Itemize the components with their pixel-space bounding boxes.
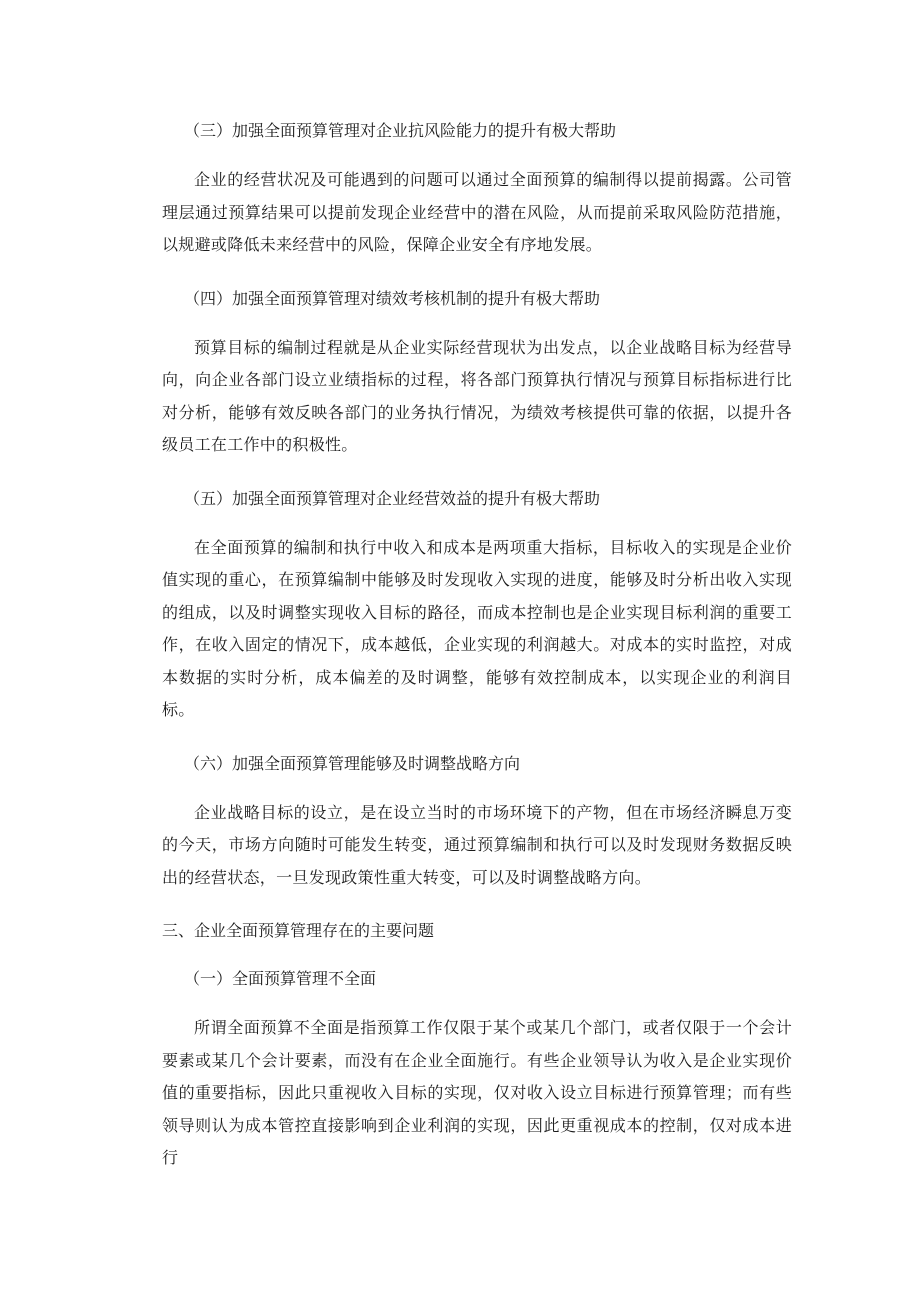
section-paragraph-3: 企业的经营状况及可能遇到的问题可以通过全面预算的编制得以提前揭露。公司管理层通过预算结果可以提前发现企业经营中的潜在风险，从而提前采取风险防范措施，以规避或降低未来经营中的风险，保障企业安全有序地发展。 bbox=[162, 170, 792, 254]
section-paragraph-6: 企业战略目标的设立，是在设立当时的市场环境下的产物，但在市场经济瞬息万变的今天，市场方向随时可能发生转变，通过预算编制和执行可以及时发现财务数据反映出的经营状态，一旦发现政策性重大转变，可以及时调整战略方向。 bbox=[162, 802, 792, 887]
document-body bbox=[162, 116, 792, 1197]
section-heading-5: （五）加强全面预算管理对企业经营效益的提升有极大帮助 bbox=[184, 488, 601, 508]
subsection-paragraph-1: 所谓全面预算不全面是指预算工作仅限于某个或某几个部门，或者仅限于一个会计要素或某几个会计要素，而没有在企业全面施行。有些企业领导认为收入是企业实现价值的重要指标，因此只重视收入目标的实现，仅对收入设立目标进行预算管理；而有些领导则认为成本管控直接影响到企业利润的实现，因此更重视成本的控制，仅对成本进行 bbox=[162, 1018, 792, 1167]
section-heading-3: （三）加强全面预算管理对企业抗风险能力的提升有极大帮助 bbox=[184, 121, 617, 140]
section-heading-6: （六）加强全面预算管理能够及时调整战略方向 bbox=[184, 753, 521, 773]
section-paragraph-5: 在全面预算的编制和执行中收入和成本是两项重大指标，目标收入的实现是企业价值实现的重心，在预算编制中能够及时发现收入实现的进度，能够及时分析出收入实现的组成，以及时调整实现收入目标的路径，而成本控制也是企业实现目标利润的重要工作，在收入固定的情况下，成本越低，企业实现的利润越大。对成本的实时监控，对成本数据的实时分析，成本偏差的及时调整，能够有效控制成本，以实现企业的利润目标。 bbox=[162, 537, 792, 719]
chapter-heading: 三、企业全面预算管理存在的主要问题 bbox=[162, 921, 435, 940]
subsection-heading-1: （一）全面预算管理不全面 bbox=[184, 969, 377, 988]
section-paragraph-4: 预算目标的编制过程就是从企业实际经营现状为出发点，以企业战略目标为经营导向，向企业各部门设立业绩指标的过程，将各部门预算执行情况与预算目标指标进行比对分析，能够有效反映各部门的业务执行情况，为绩效考核提供可靠的依据，以提升各级员工在工作中的积极性。 bbox=[162, 337, 792, 454]
section-heading-4: （四）加强全面预算管理对绩效考核机制的提升有极大帮助 bbox=[184, 288, 601, 308]
